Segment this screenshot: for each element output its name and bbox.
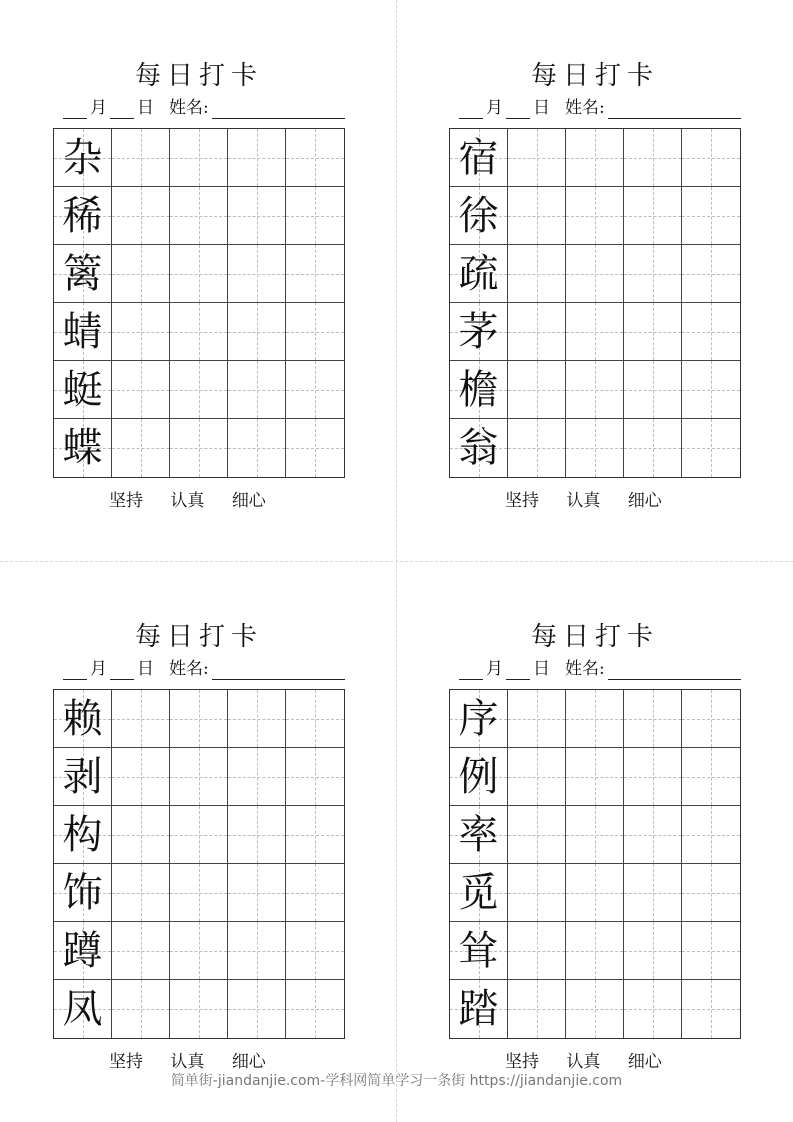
model-character: 徐 <box>458 192 499 239</box>
day-label: 日 <box>137 98 154 118</box>
month-blank[interactable] <box>459 100 483 119</box>
model-character: 踏 <box>458 986 499 1032</box>
practice-cell[interactable] <box>508 129 566 187</box>
month-blank[interactable] <box>459 661 483 680</box>
practice-cell[interactable] <box>228 419 286 477</box>
name-blank[interactable] <box>212 661 345 680</box>
guide-line-horizontal <box>566 158 623 159</box>
practice-cell[interactable] <box>170 864 228 922</box>
practice-cell[interactable] <box>112 980 170 1038</box>
month-blank[interactable] <box>63 100 87 119</box>
practice-cell[interactable] <box>624 245 682 303</box>
guide-line-horizontal <box>508 835 565 836</box>
practice-cell[interactable] <box>286 922 344 980</box>
practice-cell[interactable] <box>624 864 682 922</box>
guide-line-horizontal <box>682 332 740 333</box>
practice-cell[interactable] <box>112 922 170 980</box>
guide-line-horizontal <box>624 777 681 778</box>
month-label: 月 <box>90 98 107 118</box>
motto <box>505 486 684 511</box>
practice-cell[interactable] <box>566 690 624 748</box>
guide-line-horizontal <box>624 332 681 333</box>
practice-cell[interactable] <box>170 748 228 806</box>
model-character-cell <box>450 864 508 922</box>
guide-line-horizontal <box>112 274 169 275</box>
name-label: 姓名: <box>169 98 209 118</box>
model-character-cell <box>54 748 112 806</box>
practice-cell[interactable] <box>228 690 286 748</box>
model-character: 例 <box>458 753 499 800</box>
motto-item: 坚持 <box>505 1052 539 1072</box>
model-character-cell <box>450 419 508 477</box>
guide-line-horizontal <box>566 835 623 836</box>
practice-cell[interactable] <box>508 748 566 806</box>
guide-line-horizontal <box>566 448 623 449</box>
writing-grid <box>53 689 345 1039</box>
practice-cell[interactable] <box>624 187 682 245</box>
practice-cell[interactable] <box>228 129 286 187</box>
guide-line-horizontal <box>682 835 740 836</box>
practice-cell[interactable] <box>682 303 740 361</box>
guide-line-horizontal <box>228 158 285 159</box>
practice-cell[interactable] <box>286 303 344 361</box>
guide-line-horizontal <box>170 158 227 159</box>
practice-cell[interactable] <box>286 245 344 303</box>
practice-cell[interactable] <box>112 187 170 245</box>
guide-line-horizontal <box>286 390 344 391</box>
model-character-cell <box>54 690 112 748</box>
date-name-line <box>459 658 741 680</box>
practice-cell[interactable] <box>624 129 682 187</box>
practice-cell[interactable] <box>286 806 344 864</box>
card-title: 每日打卡 <box>134 622 263 652</box>
guide-line-horizontal <box>112 719 169 720</box>
day-blank[interactable] <box>506 100 530 119</box>
day-label: 日 <box>137 659 154 679</box>
model-character-cell <box>54 303 112 361</box>
practice-cell[interactable] <box>566 187 624 245</box>
practice-cell[interactable] <box>228 980 286 1038</box>
guide-line-horizontal <box>170 448 227 449</box>
practice-cell[interactable] <box>170 980 228 1038</box>
model-character-cell <box>450 922 508 980</box>
practice-cell[interactable] <box>112 864 170 922</box>
model-character: 构 <box>62 811 103 858</box>
practice-cell[interactable] <box>228 806 286 864</box>
practice-cell[interactable] <box>624 419 682 477</box>
practice-cell[interactable] <box>682 245 740 303</box>
guide-line-horizontal <box>508 893 565 894</box>
model-character: 篱 <box>62 250 103 297</box>
guide-line-horizontal <box>624 274 681 275</box>
guide-line-horizontal <box>112 835 169 836</box>
practice-cell[interactable] <box>228 864 286 922</box>
practice-cell[interactable] <box>228 187 286 245</box>
motto-item: 坚持 <box>109 491 143 511</box>
model-character-cell <box>450 806 508 864</box>
model-character: 蝶 <box>62 425 103 471</box>
practice-cell[interactable] <box>112 806 170 864</box>
guide-line-horizontal <box>112 158 169 159</box>
practice-cell[interactable] <box>170 419 228 477</box>
practice-cell[interactable] <box>624 748 682 806</box>
guide-line-horizontal <box>170 719 227 720</box>
practice-cell[interactable] <box>624 806 682 864</box>
practice-cell[interactable] <box>112 245 170 303</box>
motto-item: 细心 <box>627 1052 662 1072</box>
practice-cell[interactable] <box>170 187 228 245</box>
guide-line-horizontal <box>170 216 227 217</box>
model-character-cell <box>450 245 508 303</box>
model-character: 翁 <box>458 425 499 471</box>
name-label: 姓名: <box>169 659 209 679</box>
guide-line-horizontal <box>624 390 681 391</box>
practice-card <box>53 622 345 1072</box>
practice-cell[interactable] <box>508 980 566 1038</box>
guide-line-horizontal <box>170 893 227 894</box>
practice-card <box>449 61 741 511</box>
day-blank[interactable] <box>110 661 134 680</box>
guide-line-horizontal <box>624 1009 681 1010</box>
guide-line-horizontal <box>228 216 285 217</box>
guide-line-horizontal <box>170 390 227 391</box>
practice-cell[interactable] <box>112 129 170 187</box>
card-title: 每日打卡 <box>134 61 263 91</box>
model-character: 饰 <box>62 869 103 916</box>
practice-cell[interactable] <box>624 922 682 980</box>
model-character-cell <box>54 419 112 477</box>
model-character-cell <box>450 187 508 245</box>
model-character-cell <box>54 806 112 864</box>
writing-grid <box>449 689 741 1039</box>
practice-cell[interactable] <box>682 864 740 922</box>
model-character: 蜻 <box>62 308 103 355</box>
date-name-line <box>63 658 345 680</box>
practice-cell[interactable] <box>508 806 566 864</box>
model-character: 剥 <box>62 753 103 800</box>
motto-item: 细心 <box>231 1052 266 1072</box>
guide-line-horizontal <box>624 893 681 894</box>
model-character-cell <box>54 129 112 187</box>
page-divider-horizontal <box>0 561 793 562</box>
guide-line-horizontal <box>228 448 285 449</box>
guide-line-horizontal <box>286 835 344 836</box>
model-character-cell <box>54 361 112 419</box>
guide-line-horizontal <box>286 719 344 720</box>
model-character: 蜓 <box>62 366 103 413</box>
day-label: 日 <box>533 98 550 118</box>
practice-cell[interactable] <box>508 361 566 419</box>
practice-cell[interactable] <box>228 361 286 419</box>
model-character-cell <box>54 187 112 245</box>
name-label: 姓名: <box>565 659 605 679</box>
guide-line-horizontal <box>112 777 169 778</box>
model-character: 稀 <box>62 192 103 239</box>
practice-cell[interactable] <box>170 922 228 980</box>
practice-cell[interactable] <box>170 245 228 303</box>
guide-line-horizontal <box>682 274 740 275</box>
card-title: 每日打卡 <box>530 622 659 652</box>
practice-cell[interactable] <box>682 187 740 245</box>
guide-line-horizontal <box>112 216 169 217</box>
guide-line-horizontal <box>508 719 565 720</box>
guide-line-horizontal <box>624 951 681 952</box>
date-name-line <box>459 97 741 119</box>
date-name-line <box>63 97 345 119</box>
practice-cell[interactable] <box>682 129 740 187</box>
guide-line-horizontal <box>228 893 285 894</box>
practice-cell[interactable] <box>112 303 170 361</box>
model-character-cell <box>450 980 508 1038</box>
model-character: 率 <box>458 811 499 858</box>
model-character-cell <box>54 922 112 980</box>
guide-line-horizontal <box>508 1009 565 1010</box>
guide-line-horizontal <box>112 951 169 952</box>
practice-cell[interactable] <box>566 806 624 864</box>
guide-line-horizontal <box>228 332 285 333</box>
practice-cell[interactable] <box>624 361 682 419</box>
practice-cell[interactable] <box>566 980 624 1038</box>
practice-cell[interactable] <box>228 922 286 980</box>
practice-cell[interactable] <box>170 690 228 748</box>
guide-line-horizontal <box>228 390 285 391</box>
practice-cell[interactable] <box>566 864 624 922</box>
guide-line-horizontal <box>170 1009 227 1010</box>
model-character-cell <box>450 129 508 187</box>
model-character: 檐 <box>458 366 499 413</box>
practice-cell[interactable] <box>566 748 624 806</box>
guide-line-horizontal <box>228 835 285 836</box>
day-blank[interactable] <box>110 100 134 119</box>
day-blank[interactable] <box>506 661 530 680</box>
practice-cell[interactable] <box>286 419 344 477</box>
practice-cell[interactable] <box>508 864 566 922</box>
guide-line-horizontal <box>566 274 623 275</box>
guide-line-horizontal <box>286 777 344 778</box>
guide-line-horizontal <box>228 777 285 778</box>
practice-cell[interactable] <box>624 690 682 748</box>
motto <box>109 1047 288 1072</box>
guide-line-horizontal <box>682 777 740 778</box>
practice-cell[interactable] <box>286 361 344 419</box>
practice-cell[interactable] <box>682 690 740 748</box>
model-character-cell <box>450 303 508 361</box>
practice-card <box>53 61 345 511</box>
practice-cell[interactable] <box>228 303 286 361</box>
practice-cell[interactable] <box>112 361 170 419</box>
model-character-cell <box>450 690 508 748</box>
guide-line-horizontal <box>112 448 169 449</box>
month-label: 月 <box>90 659 107 679</box>
guide-line-horizontal <box>508 158 565 159</box>
practice-cell[interactable] <box>286 980 344 1038</box>
practice-cell[interactable] <box>112 690 170 748</box>
guide-line-horizontal <box>682 1009 740 1010</box>
month-label: 月 <box>486 98 503 118</box>
model-character: 宿 <box>458 134 499 181</box>
guide-line-horizontal <box>508 390 565 391</box>
card-title: 每日打卡 <box>530 61 659 91</box>
guide-line-horizontal <box>566 951 623 952</box>
guide-line-horizontal <box>566 390 623 391</box>
motto-item: 细心 <box>231 491 266 511</box>
model-character: 杂 <box>62 134 103 181</box>
guide-line-horizontal <box>228 719 285 720</box>
guide-line-horizontal <box>624 835 681 836</box>
practice-cell[interactable] <box>508 303 566 361</box>
guide-line-horizontal <box>170 777 227 778</box>
guide-line-horizontal <box>682 893 740 894</box>
guide-line-horizontal <box>682 390 740 391</box>
guide-line-horizontal <box>624 158 681 159</box>
guide-line-horizontal <box>170 835 227 836</box>
practice-cell[interactable] <box>170 806 228 864</box>
guide-line-horizontal <box>508 777 565 778</box>
guide-line-horizontal <box>566 1009 623 1010</box>
model-character: 觅 <box>458 869 499 916</box>
practice-cell[interactable] <box>682 419 740 477</box>
footer-watermark: 简单街-jiandanjie.com-学科网简单学习一条街 https://jiandanjie.com <box>170 1073 623 1089</box>
guide-line-horizontal <box>566 719 623 720</box>
writing-grid <box>53 128 345 478</box>
guide-line-horizontal <box>170 332 227 333</box>
guide-line-horizontal <box>286 448 344 449</box>
motto-item: 认真 <box>170 491 205 511</box>
guide-line-horizontal <box>566 216 623 217</box>
month-blank[interactable] <box>63 661 87 680</box>
practice-cell[interactable] <box>286 129 344 187</box>
model-character: 茅 <box>458 308 499 355</box>
practice-cell[interactable] <box>682 922 740 980</box>
guide-line-horizontal <box>508 448 565 449</box>
guide-line-horizontal <box>286 158 344 159</box>
practice-cell[interactable] <box>566 361 624 419</box>
practice-cell[interactable] <box>286 864 344 922</box>
guide-line-horizontal <box>112 332 169 333</box>
practice-cell[interactable] <box>682 980 740 1038</box>
guide-line-horizontal <box>624 216 681 217</box>
guide-line-horizontal <box>566 332 623 333</box>
practice-cell[interactable] <box>170 129 228 187</box>
guide-line-horizontal <box>508 216 565 217</box>
guide-line-horizontal <box>682 719 740 720</box>
practice-cell[interactable] <box>112 419 170 477</box>
guide-line-horizontal <box>286 332 344 333</box>
guide-line-horizontal <box>682 158 740 159</box>
guide-line-horizontal <box>286 951 344 952</box>
model-character: 蹲 <box>62 927 103 974</box>
practice-cell[interactable] <box>286 748 344 806</box>
practice-cell[interactable] <box>566 419 624 477</box>
guide-line-horizontal <box>112 1009 169 1010</box>
guide-line-horizontal <box>566 777 623 778</box>
model-character-cell <box>450 748 508 806</box>
guide-line-horizontal <box>112 390 169 391</box>
practice-cell[interactable] <box>508 419 566 477</box>
day-label: 日 <box>533 659 550 679</box>
guide-line-horizontal <box>112 893 169 894</box>
practice-cell[interactable] <box>624 980 682 1038</box>
practice-cell[interactable] <box>286 187 344 245</box>
model-character-cell <box>54 245 112 303</box>
model-character: 耸 <box>458 927 499 974</box>
guide-line-horizontal <box>286 274 344 275</box>
practice-cell[interactable] <box>566 303 624 361</box>
guide-line-horizontal <box>508 332 565 333</box>
guide-line-horizontal <box>624 448 681 449</box>
name-blank[interactable] <box>212 100 345 119</box>
practice-cell[interactable] <box>508 245 566 303</box>
model-character: 赖 <box>62 695 103 742</box>
model-character: 凤 <box>62 986 103 1032</box>
motto-item: 认真 <box>566 1052 601 1072</box>
model-character: 序 <box>458 695 499 742</box>
guide-line-horizontal <box>508 951 565 952</box>
practice-cell[interactable] <box>112 748 170 806</box>
guide-line-horizontal <box>228 274 285 275</box>
guide-line-horizontal <box>286 1009 344 1010</box>
practice-cell[interactable] <box>228 748 286 806</box>
name-label: 姓名: <box>565 98 605 118</box>
guide-line-horizontal <box>508 274 565 275</box>
motto-item: 认真 <box>566 491 601 511</box>
motto-item: 坚持 <box>505 491 539 511</box>
model-character-cell <box>54 864 112 922</box>
name-blank[interactable] <box>608 100 741 119</box>
guide-line-horizontal <box>682 951 740 952</box>
practice-cell[interactable] <box>682 806 740 864</box>
practice-card <box>449 622 741 1072</box>
guide-line-horizontal <box>682 448 740 449</box>
guide-line-horizontal <box>682 216 740 217</box>
guide-line-horizontal <box>286 893 344 894</box>
practice-cell[interactable] <box>682 748 740 806</box>
model-character-cell <box>54 980 112 1038</box>
practice-cell[interactable] <box>566 129 624 187</box>
practice-cell[interactable] <box>508 922 566 980</box>
month-label: 月 <box>486 659 503 679</box>
motto-item: 细心 <box>627 491 662 511</box>
guide-line-horizontal <box>170 951 227 952</box>
writing-grid <box>449 128 741 478</box>
motto <box>505 1047 684 1072</box>
model-character-cell <box>450 361 508 419</box>
practice-cell[interactable] <box>682 361 740 419</box>
name-blank[interactable] <box>608 661 741 680</box>
guide-line-horizontal <box>228 1009 285 1010</box>
practice-cell[interactable] <box>624 303 682 361</box>
practice-cell[interactable] <box>566 922 624 980</box>
practice-cell[interactable] <box>286 690 344 748</box>
model-character: 疏 <box>458 250 499 297</box>
guide-line-horizontal <box>624 719 681 720</box>
motto-item: 坚持 <box>109 1052 143 1072</box>
practice-cell[interactable] <box>170 361 228 419</box>
guide-line-horizontal <box>228 951 285 952</box>
motto-item: 认真 <box>170 1052 205 1072</box>
guide-line-horizontal <box>170 274 227 275</box>
motto <box>109 486 288 511</box>
practice-cell[interactable] <box>508 690 566 748</box>
practice-cell[interactable] <box>228 245 286 303</box>
practice-cell[interactable] <box>170 303 228 361</box>
practice-cell[interactable] <box>566 245 624 303</box>
practice-cell[interactable] <box>508 187 566 245</box>
guide-line-horizontal <box>566 893 623 894</box>
guide-line-horizontal <box>286 216 344 217</box>
